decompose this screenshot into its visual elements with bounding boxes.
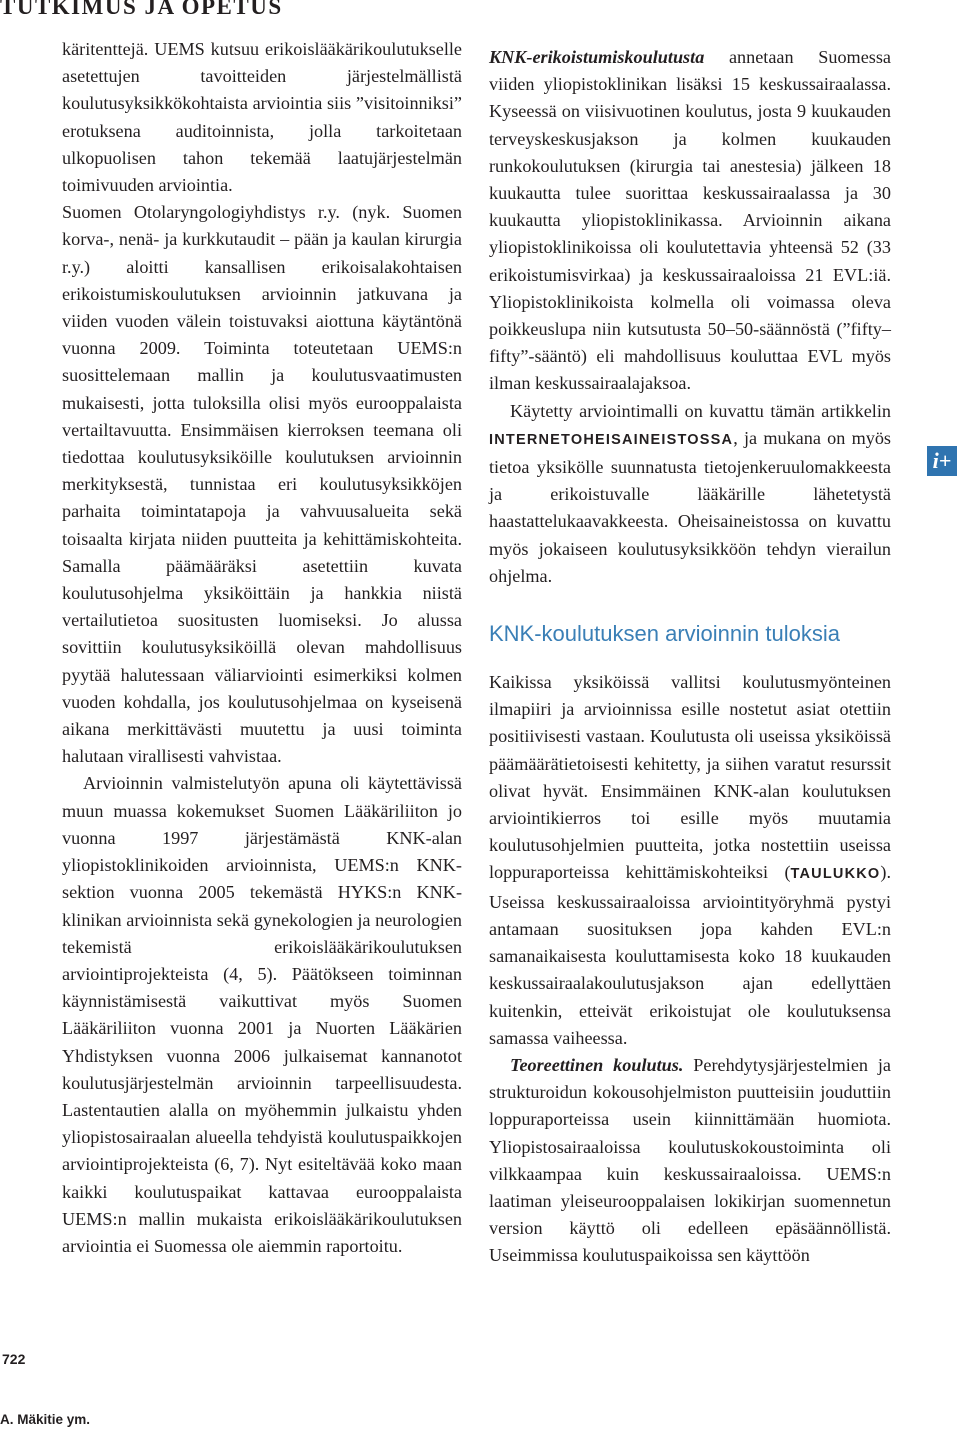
right-paragraph-3-text-a: Kaikissa yksiköissä vallitsi koulutusmyönteinen ilmapiiri ja arvioinnissa esille nostetut asiat otettiin positiivisesti vastaan. Koulutusta oli useissa yksiköissä päämäärätietoisesti kehitetty, ja siihen varatut resurssit olivat hyvät. Ensimmäinen KNK-alan koulutuksen arviointikierros toi esille myös muutamia koulutusohjelmien puutteita, jotka nostettiin useissa loppuraporteissa kehittämiskohteiksi ( [489, 672, 891, 883]
supplement-link[interactable]: INTERNETOHEISAINEISTOSSA [489, 431, 734, 448]
left-paragraph-3: Arvioinnin valmistelutyön apuna oli käytettävissä muun muassa kokemukset Suomen Lääkäriliiton jo vuonna 1997 järjestämästä KNK-alan yliopistoklinikoiden arvioinnista, UEMS:n KNK-sektion vuonna 2005 tekemästä HYKS:n KNK-klinikan arvioinnista sekä gynekologien ja neurologien tekemistä erikoislääkärikoulutuksen arviointiprojekteista (4, 5). Päätökseen toiminnan käynnistämisestä vaikuttivat myös Suomen Lääkäriliiton vuonna 2001 ja Nuorten Lääkärien Yhdistyksen vuonna 2006 julkaisemat kannanotot koulutusjärjestelmän arvioinnin tarpeellisuudesta. Lastentautien alalla on myöhemmin julkaistu yhden yliopistosairaalan alueella tehdyistä koulutuspaikkojen arviointiprojekteista (6, 7). Nyt esiteltävää koko maan kaikki koulutuspaikat kattavaa eurooppalaista UEMS:n mallin mukaista erikoislääkärikoulutuksen arviointia ei Suomessa ole aiemmin raportoitu. [62, 773, 462, 1256]
right-paragraph-2-text-b: , ja mukana on myös tietoa yksikölle suunnatusta tietojenkeruulomakkeesta ja erikoistuvalle lääkärille lähetetystä haastattelukaavakkeesta. Oheisaineistossa on kuvattu myös jokaiseen koulutusyksikköön tehdyn vierailun ohjelma. [489, 427, 891, 586]
author-footer: A. Mäkitie ym. [0, 1412, 91, 1427]
right-column [489, 44, 891, 1270]
right-paragraph-2 [489, 398, 891, 590]
left-paragraph-1: käritenttejä. UEMS kutsuu erikoislääkärikoulutukselle asetettujen tavoitteiden järjestelmällistä koulutusyksikkökohtaista arviointia siis ”visitoinniksi” erotuksena auditoinnista, jolla tarkoitetaan ulkopuolisen tahon tekemää laatujärjestelmän toimivuuden arviointia. [62, 39, 462, 196]
supplement-info-icon[interactable]: i+ [927, 446, 957, 476]
section-subheading: KNK-koulutuksen arvioinnin tuloksia [489, 621, 840, 647]
table-link[interactable]: TAULUKKO [790, 866, 881, 883]
lead-term-theory: Teoreettinen koulutus. [510, 1054, 684, 1075]
right-paragraph-4-text: Perehdytysjärjestelmien ja strukturoidun kokousohjelmiston puutteisiin jouduttiin loppuraporteissa usein kiinnittämään huomiota. Yliopistosairaaloissa koulutuskokoustoiminta oli vilkkaampaa kuin keskussairaaloissa. UEMS:n laatiman yleiseurooppalaisen lokikirjan suomennetun version käyttö oli edelleen epäsäännöllistä. Useimmissa koulutuspaikoissa sen käyttöön [489, 1054, 891, 1266]
left-column [62, 36, 462, 1260]
right-paragraph-2-text-a: Käytetty arviointimalli on kuvattu tämän artikkelin [510, 400, 891, 421]
lead-term-knk: KNK-erikoistumiskoulutusta [489, 47, 705, 67]
page-number: 722 [2, 1351, 26, 1367]
right-paragraph-4 [489, 1052, 891, 1270]
right-paragraph-1 [489, 44, 891, 398]
right-paragraph-1-text: annetaan Suomessa viiden yliopistoklinikan lisäksi 15 keskussairaalassa. Kyseessä on viisivuotinen koulutus, josta 9 kuukauden terveyskeskusjakson ja kolmen kuukauden runkokoulutuksen (kirurgia tai anestesia) jälkeen 18 kuukautta tulee suorittaa keskussairaalassa ja 30 kuukautta yliopistoklinikassa. Arvioinnin aikana yliopistoklinikoissa oli koulutettavia yhteensä 52 (33 erikoistumisvirkaa) ja keskussairaaloissa 21 EVL:iä. Yliopistoklinikoista kolmella oli voimassa oleva poikkeuslupa niin kutsutusta 50–50-säännöstä (”fifty–fifty”-sääntö) eli mahdollisuus kouluttaa EVL myös ilman keskussairaalajaksoa. [489, 47, 891, 394]
right-paragraph-3 [489, 669, 891, 1052]
section-header: TUTKIMUS JA OPETUS [0, 0, 283, 19]
left-paragraph-2: Suomen Otolaryngologiyhdistys r.y. (nyk. Suomen korva-, nenä- ja kurkkutaudit – pään ja kaulan kirurgia r.y.) aloitti kansallisen erikoisalakohtaisen erikoistumiskoulutuksen arvioinnin jatkuvana ja viiden vuoden välein toistuvaksi aiottuna käytäntönä vuonna 2009. Toiminta toteutetaan UEMS:n suosittelemaan mallin ja koulutusvaatimusten mukaisesti, jotta tuloksilla olisi myös eurooppalaista vertailtavuutta. Ensimmäisen kierroksen teemana oli tiedottaa koulutusyksiköille koulutuksen arvioinnin merkityksestä, tunnistaa eri koulutusyksikköjen parhaita toimintatapoja ja vahvuusalueita sekä toisaalta kirjata niiden puutteita ja kehittämiskohteita. Samalla päämääräksi asetettiin kuvata koulutusohjelma yksiköittäin ja hankkia niistä vertailutietoa suositusten luomiseksi. Jo alussa sovittiin koulutusyksiköillä olevan mahdollisuus pyytää halutessaan väliarviointi esimerkiksi kolmen vuoden kohdalla, jos koulutusohjelmaa on kyseisenä aikana merkittävästi muutettu ja uusi toiminta halutaan virallisesti vahvistaa. [62, 202, 462, 767]
right-paragraph-3-text-b: ). Useissa keskussairaaloissa arviointityöryhmä pystyi antamaan suosituksen jopa kahden EVL:n samanaikaisesta kouluttamisesta koko 18 kuukauden keskussairaalakoulutusjakson ajan edellyttäen kuitenkin, etteivät erikoistujat ole koulutuksensa samassa vaiheessa. [489, 862, 891, 1048]
